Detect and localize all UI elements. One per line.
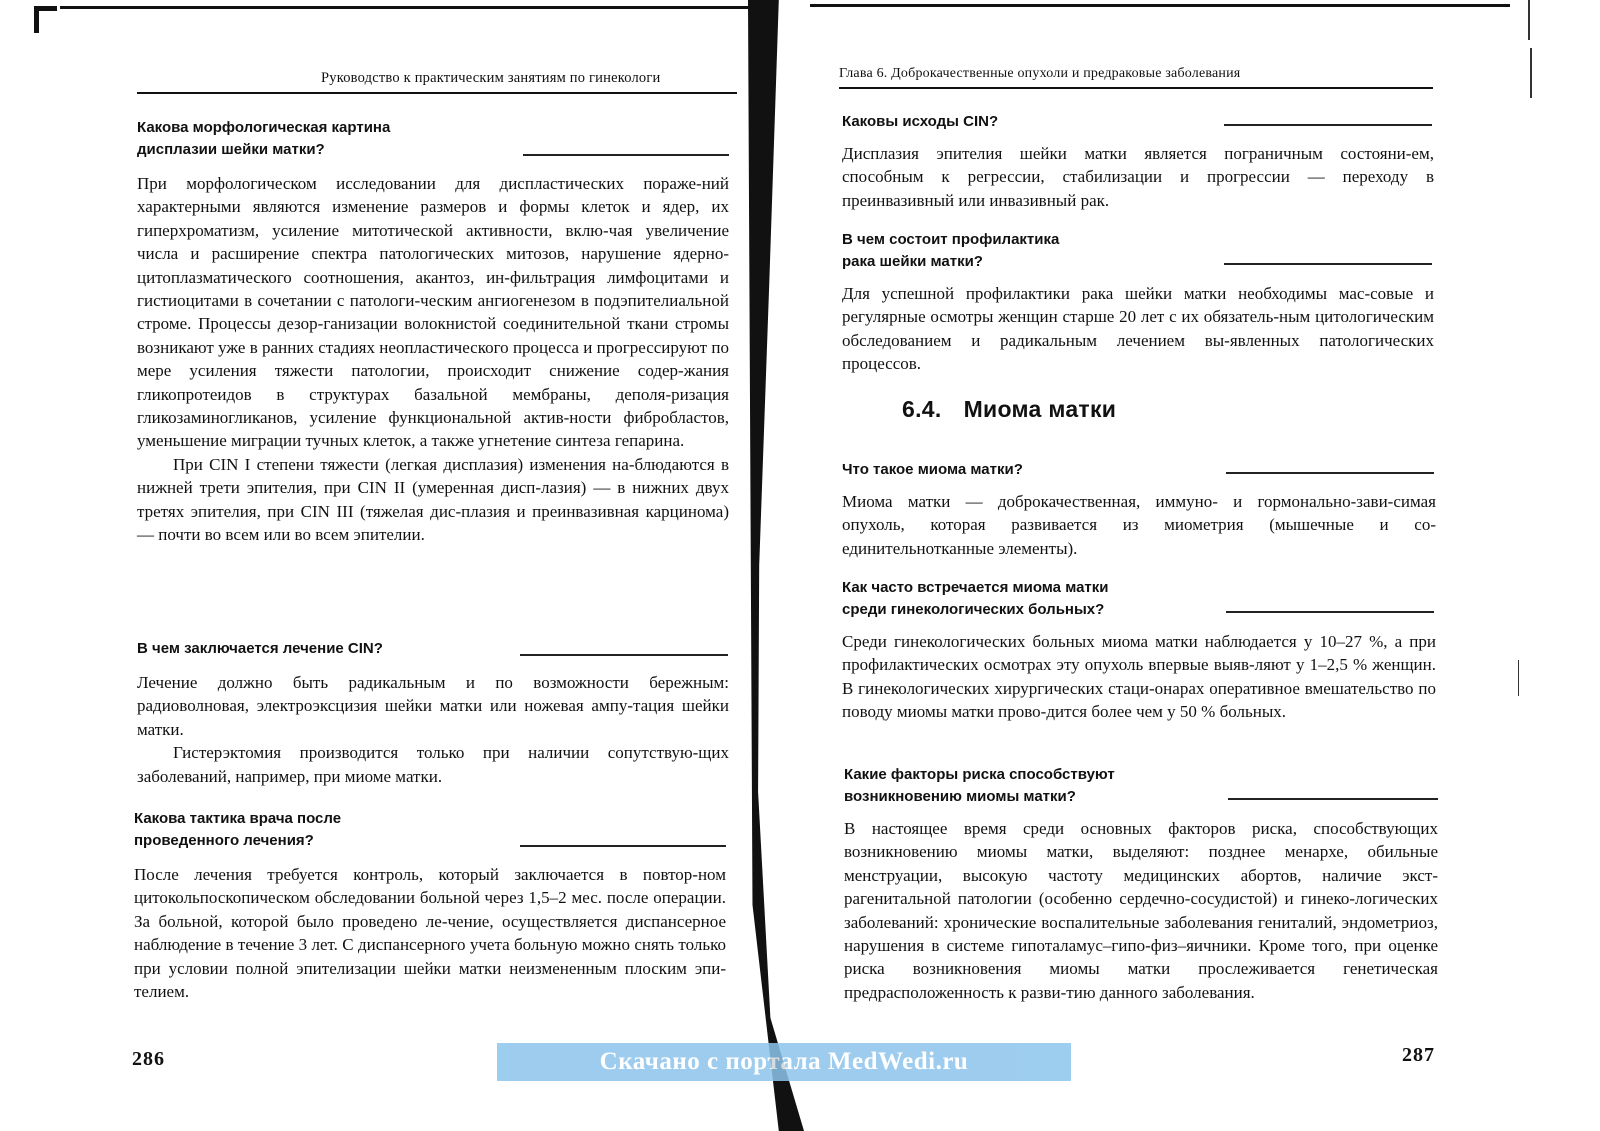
paragraph: Миома матки — доброкачественная, иммуно- и гормонально-зави-симая опухоль, которая развивается из миометрия (мышечные и со-единительнотканные элементы). xyxy=(842,492,1436,558)
scan-top-edge xyxy=(60,6,750,9)
running-head-rule xyxy=(839,87,1433,89)
question-heading xyxy=(137,117,729,161)
paragraph: Среди гинекологических больных миома матки наблюдается у 10–27 %, а при профилактических осмотрах эту опухоль впервые выяв-ляют у 1–2,5 % женщин. В гинекологических хирургических стаци-онарах оперативное вмешательство по поводу миомы матки прово-дится более чем у 50 % больных. xyxy=(842,632,1436,722)
paragraph: В настоящее время среди основных факторов риска, способствующих возникновению миомы матки, выделяют: позднее менархе, обильные менструации, высокую частоту медицинских абортов, наличие экст-рагенитальной патологии (особенно сердечно-сосудистой) и гинеко-логических заболеваний: хронические воспалительные заболевания гениталий, эндометриоз, нарушения в системе гипоталамус–гипо-физ–яичники. Кроме того, при оценке риска возникновения миомы матки прослеживается генетическая предрасположенность к разви-тию данного заболевания. xyxy=(844,819,1438,1002)
qa-block-tactics xyxy=(134,808,726,1003)
question-line: В чем состоит профилактика xyxy=(842,231,1060,248)
scan-edge-mark xyxy=(1530,48,1532,98)
paragraph: При CIN I степени тяжести (легкая дисплазия) изменения на-блюдаются в нижней трети эпителия, при CIN II (умеренная дисп-лазия) — в нижних двух третях эпителия, при CIN III (тяжелая дис-плазия и преинвазивная карцинома) — почти во всем или во всем эпителии. xyxy=(137,454,729,545)
qa-block-outcomes xyxy=(842,111,1434,212)
question-heading xyxy=(842,229,1434,273)
question-line: Какова морфологическая картина xyxy=(137,119,391,136)
paragraph: Дисплазия эпителия шейки матки является пограничным состояни-ем, способным к регрессии, стабилизации и прогрессии — переходу в преинвазивный или инвазивный рак. xyxy=(842,144,1434,210)
question-line: Как часто встречается миома матки xyxy=(842,579,1109,596)
question-rule xyxy=(1226,472,1434,474)
question-heading xyxy=(844,764,1438,808)
scan-edge-mark xyxy=(1528,0,1530,40)
qa-block-morphology xyxy=(137,117,729,547)
question-rule xyxy=(1224,124,1432,126)
running-head-rule xyxy=(137,92,737,94)
scan-top-edge xyxy=(810,4,1510,7)
question-line: Какова тактика врача после xyxy=(134,810,342,827)
paragraph: Для успешной профилактики рака шейки матки необходимы мас-совые и регулярные осмотры женщин старше 20 лет с их обязатель-ным цитологическим обследованием и радикальным лечением вы-явленных патологических процессов. xyxy=(842,284,1434,374)
qa-block-prevention xyxy=(842,229,1434,376)
scan-edge-mark xyxy=(1518,660,1519,696)
question-rule xyxy=(1226,611,1434,613)
qa-block-frequency xyxy=(842,577,1436,724)
question-rule xyxy=(1228,798,1438,800)
question-rule xyxy=(520,654,728,656)
paragraph: Гистерэктомия производится только при наличии сопутствую-щих заболеваний, например, при миоме матки. xyxy=(137,743,729,786)
question-rule xyxy=(1224,263,1432,265)
qa-block-definition xyxy=(842,459,1436,560)
section-title: Миома матки xyxy=(963,396,1117,422)
question-heading xyxy=(842,577,1436,621)
section-number: 6.4. xyxy=(902,396,942,422)
question-heading xyxy=(842,111,1434,133)
running-head-left: Руководство к практическим занятиям по гинекологи xyxy=(321,70,661,86)
question-line: В чем заключается лечение CIN? xyxy=(137,640,383,657)
page-number-left: 286 xyxy=(132,1048,165,1070)
scan-corner-mark xyxy=(34,6,57,33)
left-page xyxy=(0,0,760,1131)
paragraph: После лечения требуется контроль, который заключается в повтор-ном цитокольпоскопическом обследовании больной через 1,5–2 мес. после операции. За больной, которой было проведено ле-чение, осуществляется диспансерное наблюдение в течение 3 лет. С диспансерного учета больную можно снять только при условии полной эпителизации шейки матки неизмененным плоским эпи-телием. xyxy=(134,865,726,1002)
question-line: Каковы исходы CIN? xyxy=(842,113,999,130)
section-heading xyxy=(902,396,1116,423)
paragraph: При морфологическом исследовании для диспластических пораже-ний характерными являются изменение размеров и формы клеток и ядер, их гиперхроматизм, усиление митотической активности, вклю-чая увеличение числа и расширение спектра патологических митозов, нарушение ядерно-цитоплазматического соотношения, акантоз, ин-фильтрация лимфоцитами и гистиоцитами в сочетании с патологи-ческим ангиогенезом в подэпителиальной строме. Процессы дезор-ганизации волокнистой соединительной ткани стромы возникают уже в ранних стадиях неопластического процесса и прогрессируют по мере усиления тяжести патологии, происходит снижение содер-жания гликопротеидов в структурах базальной мембраны, деполя-ризация гликозаминогликанов, усиление функциональной актив-ности фибробластов, уменьшение миграции тучных клеток, а также угнетение синтеза гепарина. xyxy=(137,174,729,451)
question-line: Что такое миома матки? xyxy=(842,461,1023,478)
page-number-right: 287 xyxy=(1402,1044,1435,1066)
qa-block-treatment xyxy=(137,638,729,788)
question-line: Какие факторы риска способствуют xyxy=(844,766,1115,783)
question-line: возникновению миомы матки? xyxy=(844,788,1076,805)
right-page xyxy=(830,0,1600,1131)
question-line: рака шейки матки? xyxy=(842,253,983,270)
question-heading xyxy=(842,459,1436,481)
question-rule xyxy=(523,154,729,156)
qa-block-risk-factors xyxy=(844,764,1438,1004)
watermark-banner[interactable]: Скачано с портала MedWedi.ru xyxy=(497,1043,1071,1081)
question-rule xyxy=(520,845,726,847)
question-line: проведенного лечения? xyxy=(134,832,314,849)
question-heading xyxy=(137,638,729,660)
question-line: среди гинекологических больных? xyxy=(842,601,1105,618)
paragraph: Лечение должно быть радикальным и по возможности бережным: радиоволновая, электроэксцизия шейки матки или ножевая ампу-тация шейки матки. xyxy=(137,673,729,739)
question-line: дисплазии шейки матки? xyxy=(137,141,325,158)
running-head-right: Глава 6. Доброкачественные опухоли и предраковые заболевания xyxy=(839,66,1241,81)
question-heading xyxy=(134,808,726,852)
